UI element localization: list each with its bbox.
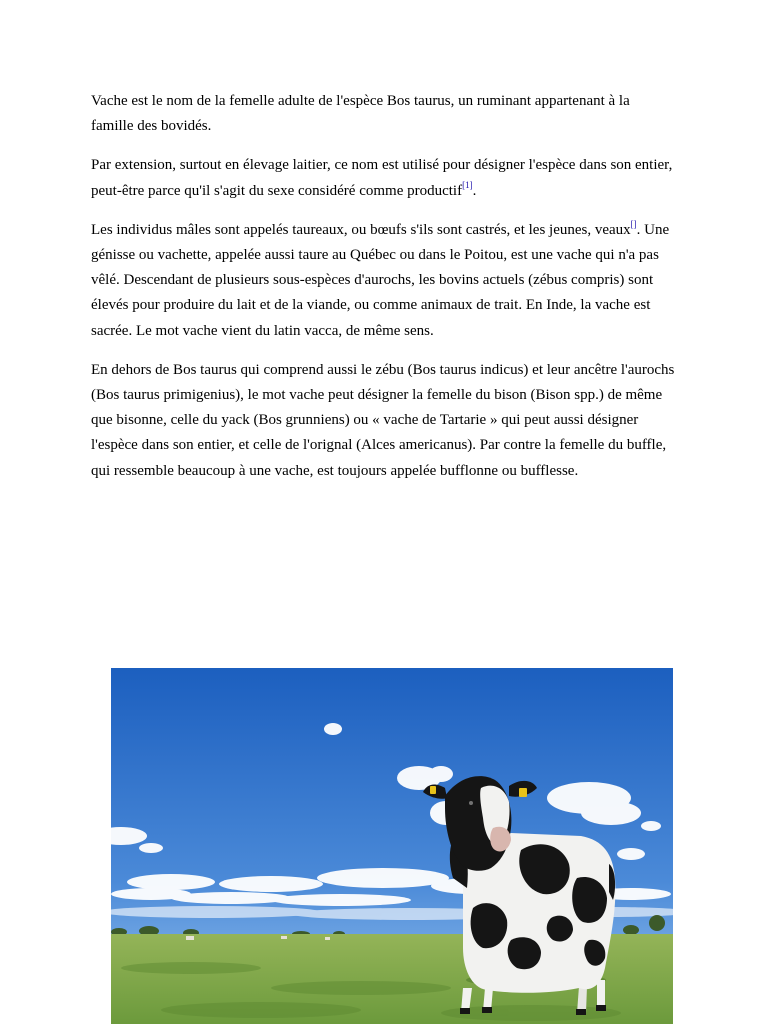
- paragraph-text: Les individus mâles sont appelés taureaux, ou bœufs s'ils sont castrés, et les jeunes, veaux: [91, 221, 631, 238]
- reference-sup: [462, 180, 473, 190]
- paragraph-males-young: [91, 218, 675, 344]
- paragraph-intro: [91, 89, 675, 139]
- cow-photo-illustration: [111, 668, 673, 1024]
- reference-link-1[interactable]: [1]: [462, 179, 473, 190]
- paragraph-text: Vache est le nom de la femelle adulte de l'espèce Bos taurus, un ruminant appartenant à la famille des bovidés.: [91, 93, 630, 135]
- paragraph-text-end: .: [472, 182, 477, 199]
- paragraph-text: En dehors de Bos taurus qui comprend aussi le zébu (Bos taurus indicus) et leur ancêtre l'aurochs (Bos taurus primigenius), le mot vache peut désigner la femelle du bison (Bison spp.) de même que bisonne, celle du yack (Bos grunniens) ou « vache de Tartarie » qui peut aussi désigner l'espèce dans son entier, et celle de l'orignal (Alces americanus). Par contre la femelle du buffle, qui ressemble beaucoup à une vache, est toujours appelée bufflonne ou bufflesse.: [91, 361, 675, 479]
- paragraph-extension: [91, 153, 675, 203]
- paragraph-text-end: . Une génisse ou vachette, appelée aussi taure au Québec ou dans le Poitou, est une vache qui n'a pas vêlé. Descendant de plusieurs sous-espèces d'aurochs, les bovins actuels (zébus compris) sont élevés pour produire du lait et de la viande, ou comme animaux de trait. En Inde, la vache est sacrée. Le mot vache vient du latin vacca, de même sens.: [91, 221, 670, 339]
- reference-sup: [631, 219, 637, 229]
- article-body: [91, 89, 675, 498]
- paragraph-other-species: [91, 358, 675, 484]
- reference-link-2[interactable]: []: [630, 218, 637, 229]
- paragraph-text: Par extension, surtout en élevage laitier, ce nom est utilisé pour désigner l'espèce dans son entier, peut-être parce qu'il s'agit du sexe considéré comme productif: [91, 157, 673, 199]
- cow-photo: [111, 668, 673, 1024]
